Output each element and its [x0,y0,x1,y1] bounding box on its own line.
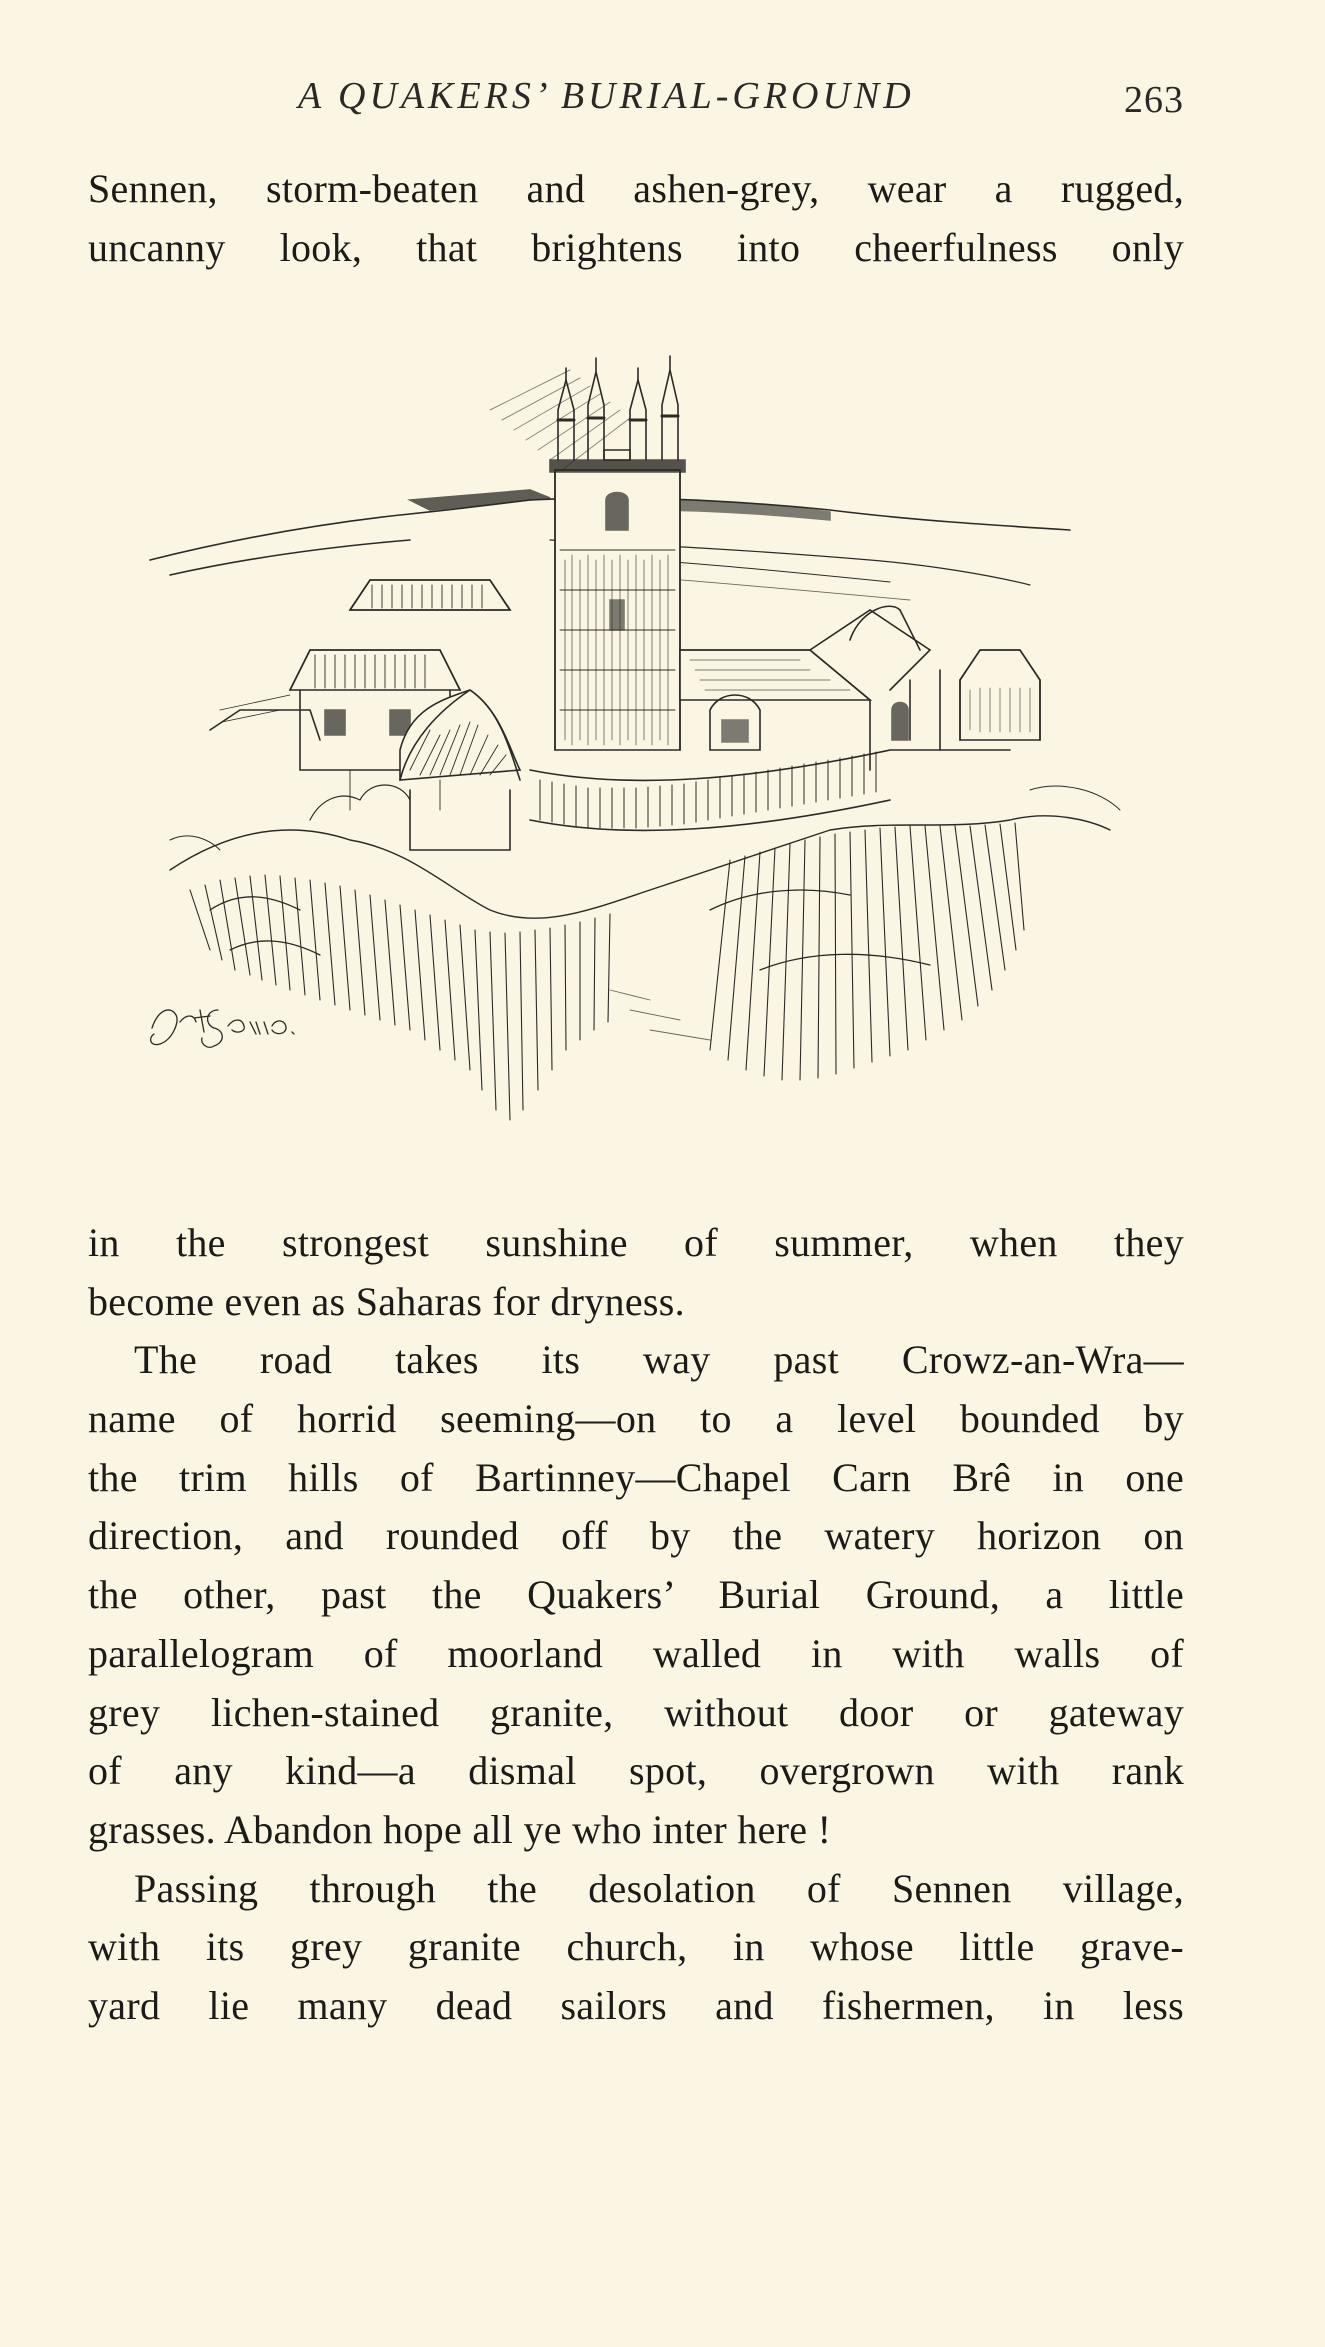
church-sketch-svg [110,350,1170,1170]
text-line: Passing through the desolation of Sennen village, [134,1865,1184,1911]
text-line: in the strongest sunshine of summer, when they [88,1220,1184,1265]
top-paragraph [88,160,1184,277]
text-line: of any kind—a dismal spot, overgrown with rank [88,1748,1184,1794]
text-line: The road takes its way past Crowz-an-Wra— [134,1337,1184,1383]
foreground-foliage [170,785,1120,1120]
page-number: 263 [1124,79,1184,121]
text-line: become even as Saharas for dryness. [88,1278,685,1324]
running-title: A QUAKERS’ BURIAL-GROUND [298,75,915,117]
text-line: yard lie many dead sailors and fishermen, in less [88,1982,1184,2028]
text-line: the other, past the Quakers’ Burial Ground, a little [88,1572,1184,1618]
right-church-buildings [680,606,1040,770]
text-line: direction, and rounded off by the watery horizon on [88,1513,1184,1559]
churchyard-wall [530,750,1010,830]
text-line: with its grey granite church, in whose little grave- [88,1924,1184,1970]
text-line: name of horrid seeming—on to a level bounded by [88,1396,1184,1442]
artist-signature [151,1010,294,1047]
left-cottages [210,580,520,850]
running-head [0,74,1325,124]
church-tower [550,356,685,750]
text-line: uncanny look, that brightens into cheerfulness only [88,224,1184,270]
text-line: grasses. Abandon hope all ye who inter here ! [88,1806,832,1852]
church-illustration [110,350,1170,1170]
text-line: parallelogram of moorland walled in with walls of [88,1630,1184,1676]
text-line: Sennen, storm-beaten and ashen-grey, wear a rugged, [88,166,1184,211]
main-paragraphs [88,1214,1184,2036]
text-line: grey lichen-stained granite, without door or gateway [88,1689,1184,1735]
text-line: the trim hills of Bartinney—Chapel Carn Brê in one [88,1454,1184,1500]
